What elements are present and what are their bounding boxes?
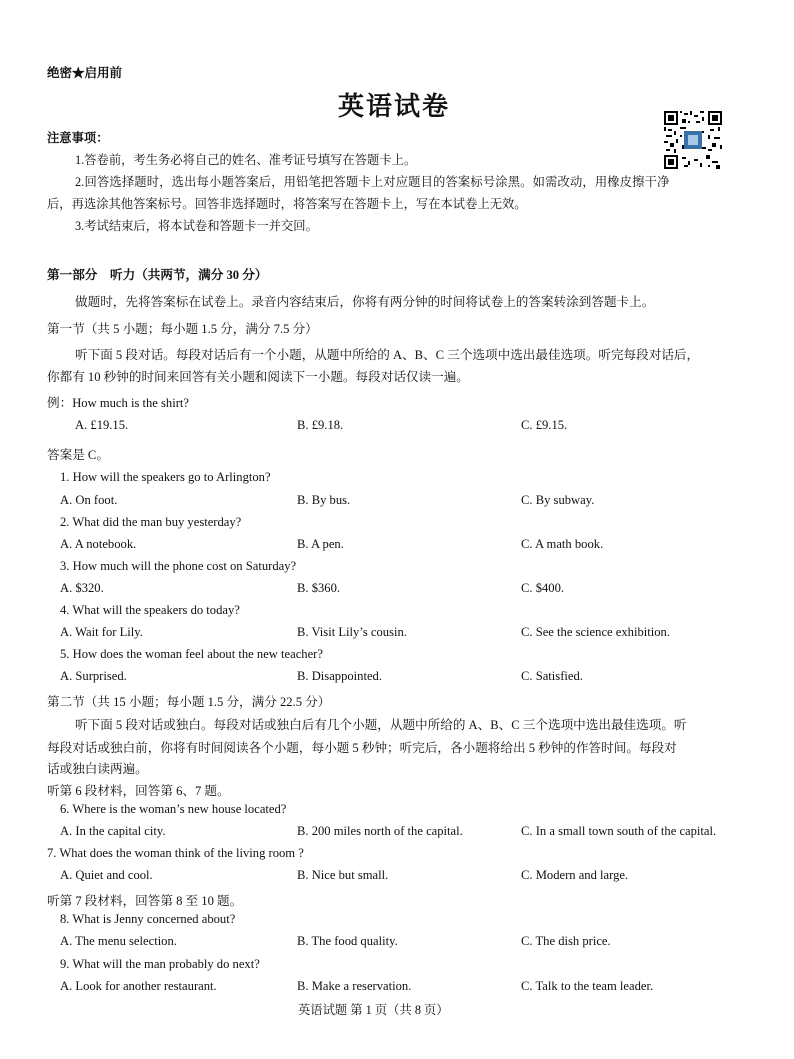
material-6-heading: 听第 6 段材料，回答第 6、7 题。 xyxy=(47,784,230,798)
section2-instruction-cont-1: 每段对话或独白前，你将有时间阅读各个小题，每小题 5 秒钟；听完后，各小题将给出 5 秒钟的作答时间。每段对 xyxy=(47,741,677,755)
confidential-label: 绝密★启用前 xyxy=(47,66,123,80)
part1-title: 第一部分 听力（共两节，满分 30 分） xyxy=(47,268,268,282)
q4-option-c: C. See the science exhibition. xyxy=(521,625,670,639)
question-7: 7. What does the woman think of the living room ? xyxy=(47,846,304,860)
question-1: 1. How will the speakers go to Arlington? xyxy=(60,470,271,484)
section1-instruction: 听下面 5 段对话。每段对话后有一个小题，从题中所给的 A、B、C 三个选项中选出最佳选项。听完每段对话后， xyxy=(75,348,700,362)
q8-option-c: C. The dish price. xyxy=(521,934,611,948)
section1-title: 第一节（共 5 小题；每小题 1.5 分，满分 7.5 分） xyxy=(47,322,318,336)
q4-option-a: A. Wait for Lily. xyxy=(60,625,143,639)
q5-option-b: B. Disappointed. xyxy=(297,669,383,683)
question-5: 5. How does the woman feel about the new teacher? xyxy=(60,647,323,661)
notice-item-3: 3.考试结束后，将本试卷和答题卡一并交回。 xyxy=(75,219,318,233)
q7-option-a: A. Quiet and cool. xyxy=(60,868,153,882)
section1-instruction-cont: 你都有 10 秒钟的时间来回答有关小题和阅读下一小题。每段对话仅读一遍。 xyxy=(47,370,469,384)
q1-option-c: C. By subway. xyxy=(521,493,595,507)
q8-option-b: B. The food quality. xyxy=(297,934,398,948)
q2-option-a: A. A notebook. xyxy=(60,537,137,551)
part1-instruction: 做题时，先将答案标在试卷上。录音内容结束后，你将有两分钟的时间将试卷上的答案转涂到答题卡上。 xyxy=(75,295,655,309)
q9-option-c: C. Talk to the team leader. xyxy=(521,979,654,993)
question-2: 2. What did the man buy yesterday? xyxy=(60,515,242,529)
q9-option-b: B. Make a reservation. xyxy=(297,979,412,993)
material-7-heading: 听第 7 段材料，回答第 8 至 10 题。 xyxy=(47,894,243,908)
section2-title: 第二节（共 15 小题；每小题 1.5 分，满分 22.5 分） xyxy=(47,695,331,709)
notice-item-2: 2.回答选择题时，选出每小题答案后，用铅笔把答题卡上对应题目的答案标号涂黑。如需改动，用橡皮擦干净 xyxy=(75,175,670,189)
example-option-c: C. £9.15. xyxy=(521,418,568,432)
q3-option-c: C. $400. xyxy=(521,581,565,595)
q5-option-c: C. Satisfied. xyxy=(521,669,583,683)
q2-option-b: B. A pen. xyxy=(297,537,344,551)
example-option-b: B. £9.18. xyxy=(297,418,344,432)
q4-option-b: B. Visit Lily’s cousin. xyxy=(297,625,407,639)
q7-option-c: C. Modern and large. xyxy=(521,868,629,882)
example-answer: 答案是 C。 xyxy=(47,448,109,462)
question-6: 6. Where is the woman’s new house located? xyxy=(60,802,287,816)
q6-option-a: A. In the capital city. xyxy=(60,824,166,838)
notice-item-1: 1.答卷前，考生务必将自己的姓名、准考证号填写在答题卡上。 xyxy=(75,153,417,167)
q2-option-c: C. A math book. xyxy=(521,537,604,551)
page-title: 英语试卷 xyxy=(338,92,451,121)
q7-option-b: B. Nice but small. xyxy=(297,868,389,882)
q9-option-a: A. Look for another restaurant. xyxy=(60,979,217,993)
section2-instruction: 听下面 5 段对话或独白。每段对话或独白后有几个小题，从题中所给的 A、B、C 三个选项中选出最佳选项。听 xyxy=(75,718,687,732)
qr-code-image xyxy=(664,111,722,169)
q5-option-a: A. Surprised. xyxy=(60,669,127,683)
notice-title: 注意事项： xyxy=(47,131,109,145)
example-option-a: A. £19.15. xyxy=(75,418,129,432)
question-4: 4. What will the speakers do today? xyxy=(60,603,240,617)
example-question: 例：How much is the shirt? xyxy=(47,396,190,410)
q1-option-a: A. On foot. xyxy=(60,493,118,507)
q6-option-c: C. In a small town south of the capital. xyxy=(521,824,717,838)
question-8: 8. What is Jenny concerned about? xyxy=(60,912,236,926)
page-footer: 英语试题 第 1 页（共 8 页） xyxy=(298,1003,449,1017)
q6-option-b: B. 200 miles north of the capital. xyxy=(297,824,463,838)
q8-option-a: A. The menu selection. xyxy=(60,934,177,948)
q1-option-b: B. By bus. xyxy=(297,493,351,507)
section2-instruction-cont-2: 话或独白读两遍。 xyxy=(47,762,148,776)
q3-option-b: B. $360. xyxy=(297,581,341,595)
question-9: 9. What will the man probably do next? xyxy=(60,957,260,971)
q3-option-a: A. $320. xyxy=(60,581,104,595)
question-3: 3. How much will the phone cost on Saturday? xyxy=(60,559,297,573)
notice-item-2-cont: 后，再选涂其他答案标号。回答非选择题时，将答案写在答题卡上，写在本试卷上无效。 xyxy=(47,197,527,211)
